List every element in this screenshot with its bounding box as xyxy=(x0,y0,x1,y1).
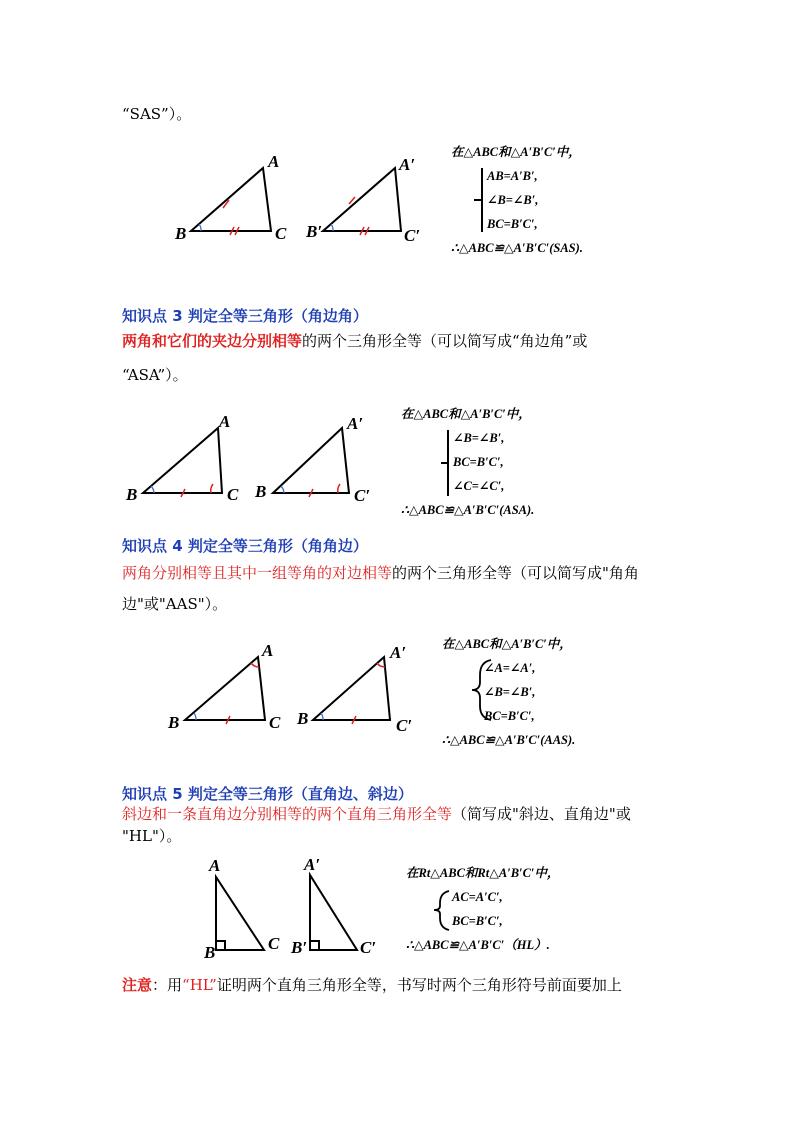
k5-desc-2: "HL"）。 xyxy=(122,827,182,845)
label-b: B xyxy=(175,224,187,243)
k4-desc-2: 边"或"AAS"）。 xyxy=(122,595,228,613)
k4-title: 知识点 4 判定全等三角形（角角边） xyxy=(122,537,368,555)
label-b: B xyxy=(204,943,216,962)
label-c: C xyxy=(269,713,281,732)
label-a: A xyxy=(219,412,231,431)
label-c-prime: C′ xyxy=(404,226,421,245)
label-b: B xyxy=(126,485,138,504)
aas-proof: 在△ABC和△A′B′C′中， ∠A=∠A′, ∠B=∠B′, BC=B′C′, ∴△ABC≌△A′B′C′(AAS). xyxy=(442,637,576,747)
asa-proof: 在△ABC和△A′B′C′中， ∠B=∠B′, BC=B′C′, ∠C=∠C′, ∴△ABC≌△A′B′C′(ASA). xyxy=(401,407,535,517)
label-c: C xyxy=(268,934,280,953)
label-c: C xyxy=(275,224,287,243)
proof-intro: 在△ABC和△A′B′C′中， xyxy=(451,145,581,159)
label-b: B xyxy=(168,713,180,732)
label-c-prime: C′ xyxy=(396,716,413,735)
label-b-prime: B xyxy=(255,482,267,501)
sas-tail-text: “SAS”）。 xyxy=(122,105,192,123)
note-text: 注意：用“HL”证明两个直角三角形全等，书写时两个三角形符号前面要加上 xyxy=(122,976,622,994)
label-b-prime: B xyxy=(297,709,309,728)
label-a-prime: A′ xyxy=(399,155,416,174)
proof-line: AB=A′B′, xyxy=(487,169,538,183)
proof-line: ∠B=∠B′, xyxy=(487,193,539,207)
k3-desc: 两角和它们的夹边分别相等的两个三角形全等（可以简写成“角边角”或 xyxy=(122,332,588,350)
k3-desc-2: “ASA”）。 xyxy=(122,366,188,384)
label-c: C xyxy=(227,485,239,504)
hl-proof: 在Rt△ABC和Rt△A′B′C′中， AC=A′C′, BC=B′C′, ∴△ABC≌△A′B′C′（HL）. xyxy=(406,866,560,952)
k5-title: 知识点 5 判定全等三角形（直角边、斜边） xyxy=(122,785,413,803)
label-a: A xyxy=(262,641,274,660)
label-a-prime: A′ xyxy=(304,855,321,874)
label-a: A xyxy=(268,152,280,171)
k5-desc: 斜边和一条直角边分别相等的两个直角三角形全等（简写成"斜边、直角边"或 xyxy=(122,805,631,823)
label-a: A xyxy=(209,856,221,875)
k4-desc: 两角分别相等且其中一组等角的对边相等的两个三角形全等（可以简写成"角角 xyxy=(122,564,639,582)
label-b-prime: B′ xyxy=(291,938,308,957)
proof-line: BC=B′C′, xyxy=(487,217,538,231)
label-c-prime: C′ xyxy=(354,486,371,505)
proof-conclusion: ∴△ABC≌△A′B′C′(SAS). xyxy=(451,241,583,255)
label-a-prime: A′ xyxy=(347,414,364,433)
k3-title: 知识点 3 判定全等三角形（角边角） xyxy=(122,307,368,325)
label-b-prime: B′ xyxy=(306,222,323,241)
label-c-prime: C′ xyxy=(360,938,377,957)
label-a-prime: A′ xyxy=(390,643,407,662)
